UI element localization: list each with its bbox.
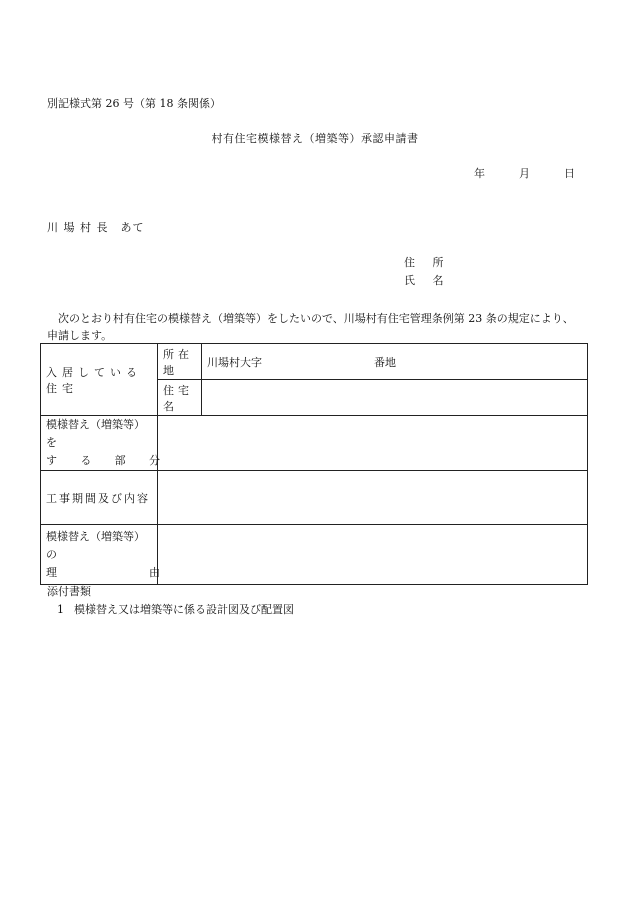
applicant-address-label: 住 所 — [404, 256, 451, 269]
reason-label-line-1: 模様替え（増築等）の — [46, 529, 145, 561]
application-form-table — [40, 343, 588, 585]
location-label: 所在地 — [158, 344, 202, 380]
location-field[interactable] — [202, 344, 588, 380]
house-name-label: 住宅名 — [158, 380, 202, 416]
residence-label: 入居している住宅 — [41, 344, 158, 416]
application-statement — [47, 310, 587, 344]
date-month-label: 月 — [519, 167, 530, 180]
statement-line-2: 申請します。 — [47, 329, 113, 342]
period-row — [41, 471, 588, 525]
part-char: 分 — [148, 454, 160, 467]
part-label-line-2 — [46, 452, 160, 470]
document-title: 村有住宅模様替え（増築等）承認申請書 — [211, 132, 419, 145]
applicant-name-label: 氏 名 — [404, 274, 451, 287]
part-label-line-1: 模様替え（増築等）を — [46, 418, 145, 449]
part-char: す — [46, 454, 57, 467]
attachment-number: 1 — [57, 603, 64, 616]
date-day-label: 日 — [564, 167, 575, 180]
form-reference: 別記様式第 26 号（第 18 条関係） — [47, 97, 221, 110]
reason-field[interactable] — [158, 525, 588, 585]
location-suffix: 番地 — [374, 355, 396, 369]
period-field[interactable] — [158, 471, 588, 525]
location-row — [41, 344, 588, 380]
addressee: 川 場 村 長 あて — [47, 221, 145, 234]
reason-row — [41, 525, 588, 585]
attachment-item — [57, 603, 294, 617]
period-label: 工事期間及び内容 — [41, 471, 158, 525]
part-char: る — [80, 454, 92, 467]
part-row — [41, 416, 588, 471]
reason-label-line-2 — [46, 564, 160, 582]
part-field[interactable] — [158, 416, 588, 471]
part-label — [41, 416, 158, 471]
date-year-label: 年 — [474, 167, 485, 180]
attachment-text: 模様替え又は増築等に係る設計図及び配置図 — [74, 603, 294, 616]
house-name-field[interactable] — [202, 380, 588, 416]
reason-label — [41, 525, 158, 585]
reason-char: 由 — [149, 565, 160, 579]
attachments-title: 添付書類 — [47, 585, 91, 598]
location-prefix: 川場村大字 — [207, 355, 262, 369]
reason-char: 理 — [46, 565, 57, 579]
part-char: 部 — [114, 454, 126, 467]
statement-line-1: 次のとおり村有住宅の模様替え（増築等）をしたいので、川場村有住宅管理条例第 23 条の規定により、 — [58, 312, 574, 325]
